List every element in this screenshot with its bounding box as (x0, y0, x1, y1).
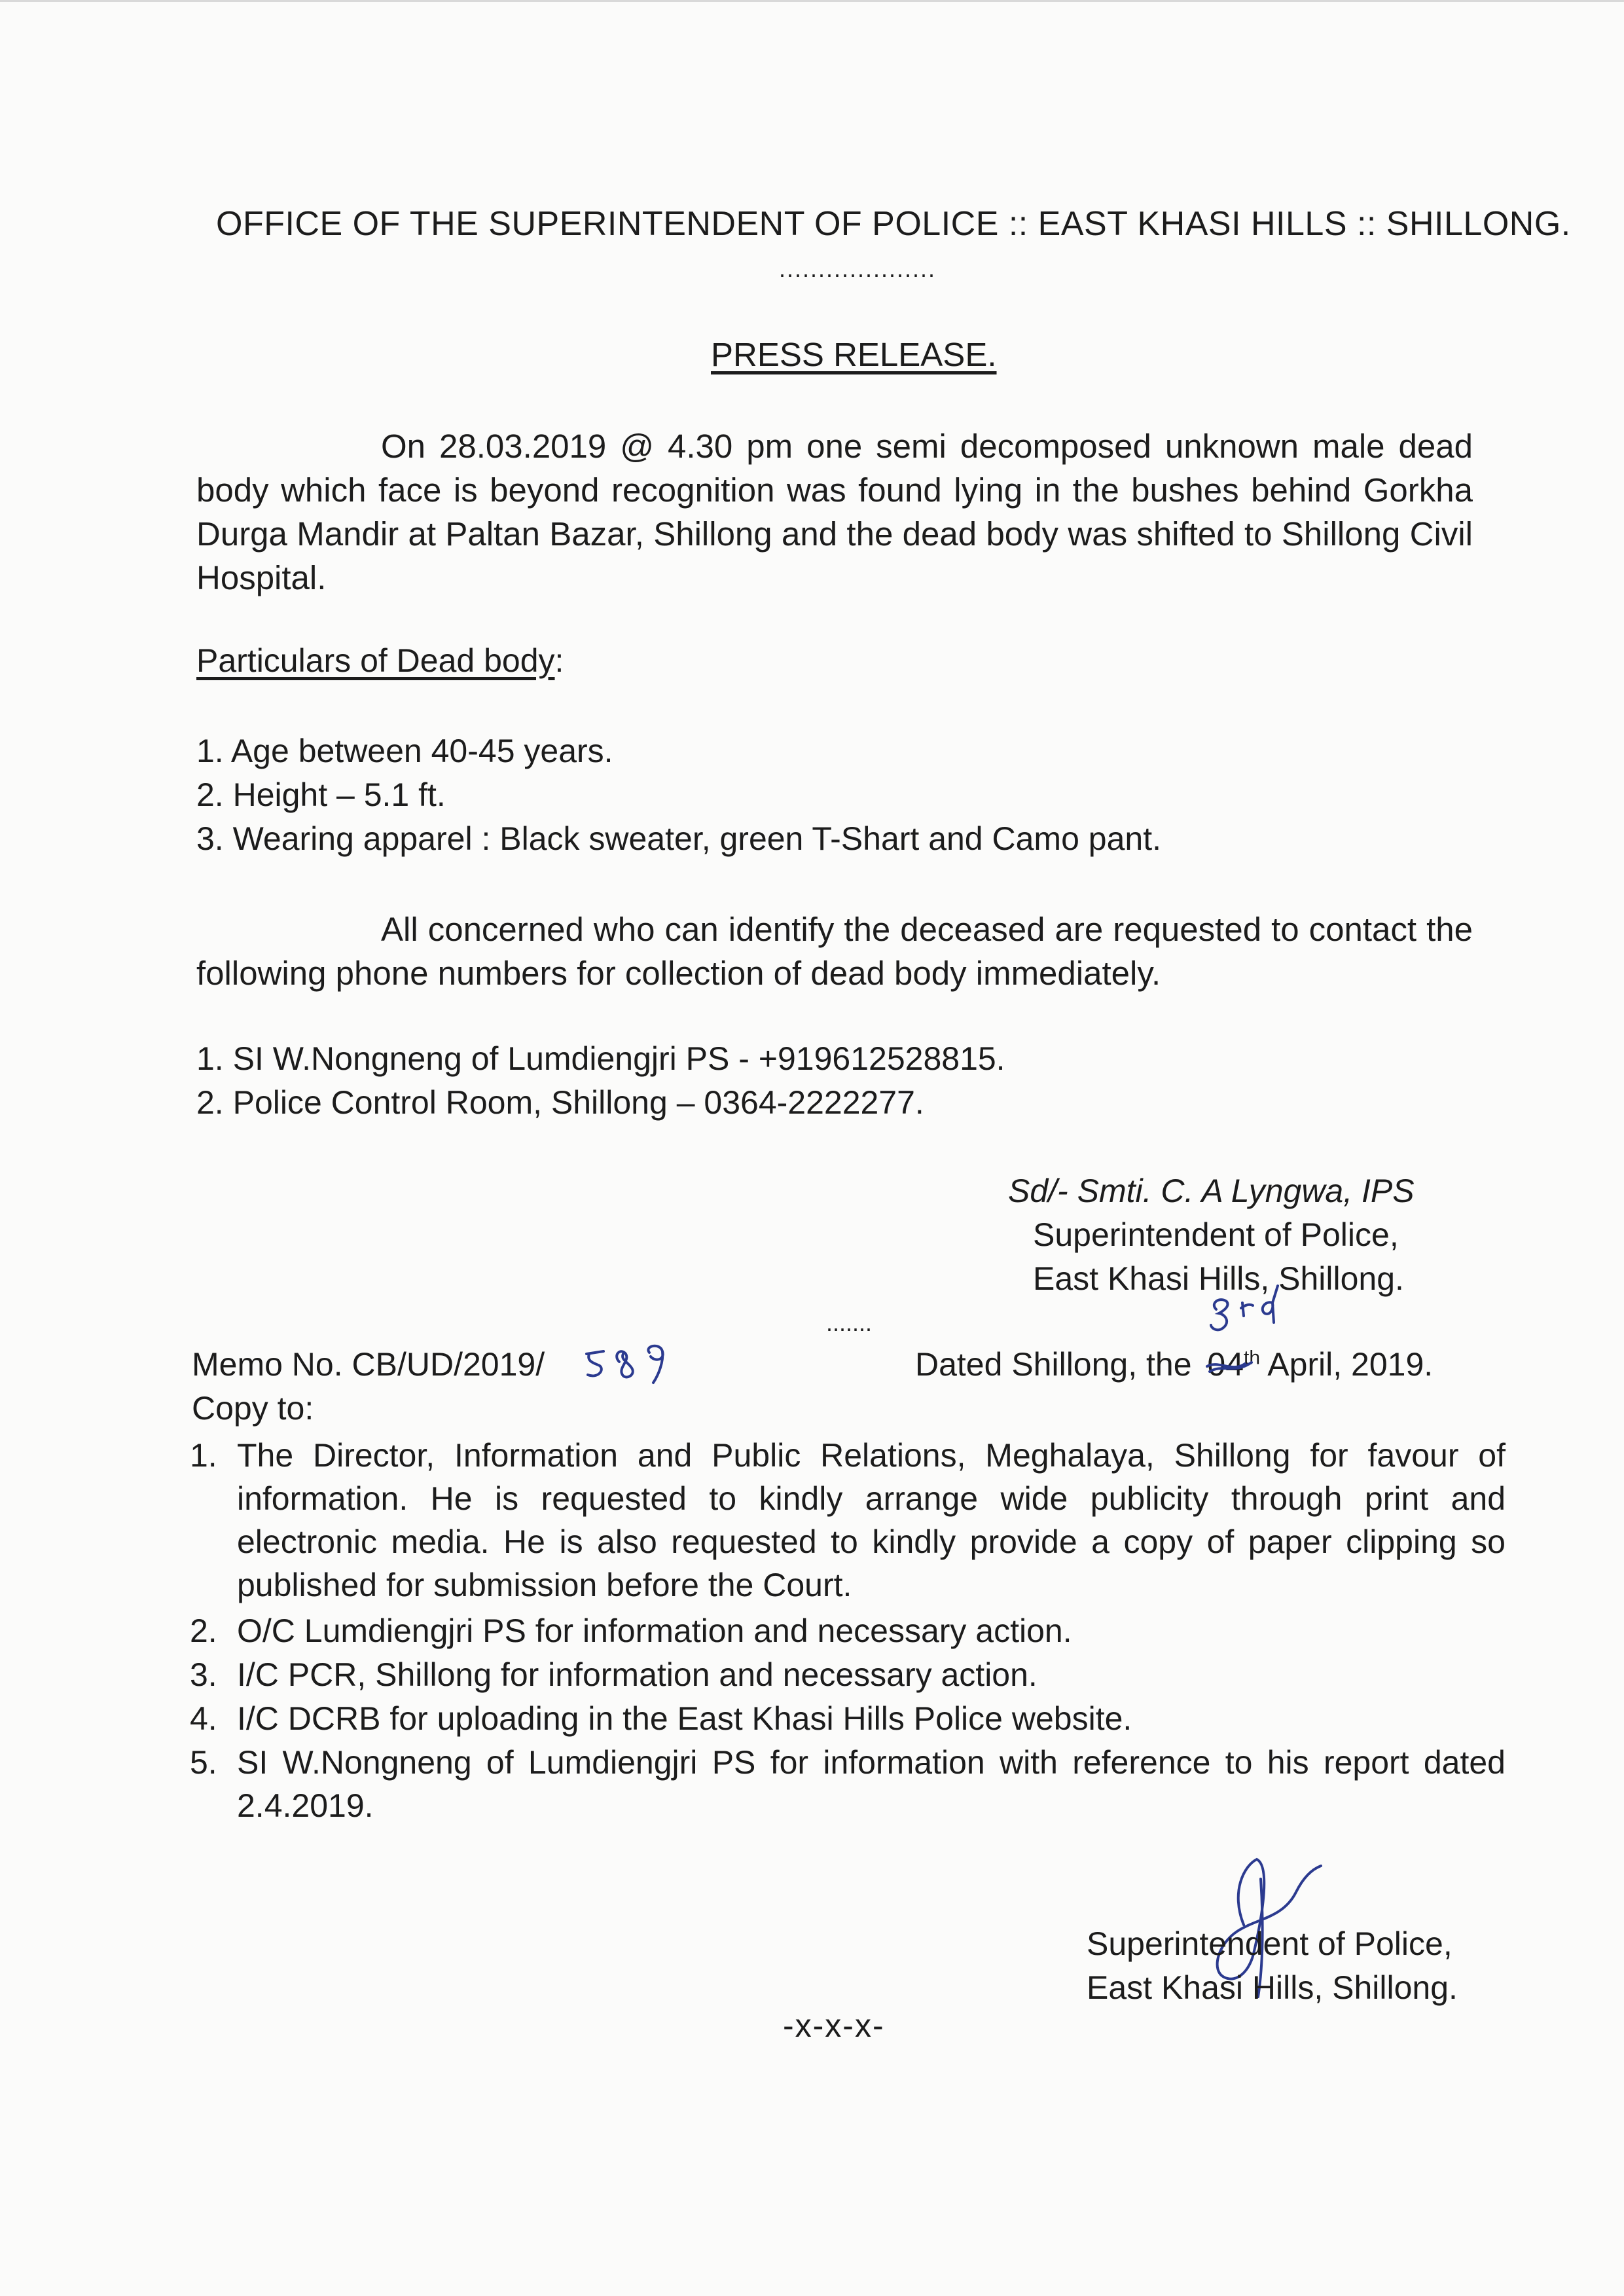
memo-number-label: Memo No. CB/UD/2019/ (192, 1346, 545, 1383)
struck-date-number: 04 (1207, 1346, 1244, 1383)
memo-date-prefix: Dated Shillong, the (915, 1346, 1192, 1383)
final-signatory-location: East Khasi Hills, Shillong. (1087, 1969, 1458, 2006)
appeal-paragraph (196, 907, 1473, 995)
intro-paragraph (196, 424, 1473, 600)
copy-to-label: Copy to: (192, 1390, 314, 1427)
copy-to-text: I/C PCR, Shillong for information and necessary action. (237, 1656, 1038, 1693)
appeal-text: All concerned who can identify the deceased are requested to contact the following phone numbers for collection of dead body immediately. (196, 911, 1473, 992)
intro-text: On 28.03.2019 @ 4.30 pm one semi decomposed unknown male dead body which face is beyond recognition was found lying in the bushes behind Gorkha Durga Mandir at Paltan Bazar, Shillong and the dead body was shifted to Shillong Civil Hospital. (196, 428, 1473, 596)
signed-by: Sd/- Smti. C. A Lyngwa, IPS (1008, 1173, 1415, 1209)
scan-top-edge (0, 0, 1624, 2)
copy-to-item (190, 1434, 1506, 1607)
copy-to-number: 4. (190, 1700, 217, 1737)
struck-date (1207, 1345, 1260, 1383)
handwritten-date-correction (1204, 1283, 1290, 1342)
contact-item: 2. Police Control Room, Shillong – 0364-2222277. (196, 1084, 924, 1121)
copy-to-number: 5. (190, 1744, 217, 1781)
copy-to-text: SI W.Nongneng of Lumdiengjri PS for information with reference to his report dated 2.4.2019. (237, 1744, 1506, 1824)
copy-to-number: 2. (190, 1613, 217, 1649)
memo-date (915, 1345, 1433, 1383)
signatory-location: East Khasi Hills, Shillong. (1033, 1260, 1404, 1297)
particular-item: 3. Wearing apparel : Black sweater, green T-Shart and Camo pant. (196, 820, 1161, 857)
memo-separator: ....... (826, 1309, 873, 1336)
handwritten-memo-number (581, 1336, 699, 1388)
heading-separator: .................... (779, 255, 937, 282)
press-release-title: PRESS RELEASE. (711, 336, 997, 373)
final-signatory-designation: Superintendent of Police, (1087, 1925, 1453, 1962)
signatory-designation: Superintendent of Police, (1033, 1216, 1399, 1253)
particular-item: 1. Age between 40-45 years. (196, 733, 613, 769)
copy-to-number: 1. (190, 1437, 217, 1474)
copy-to-text: O/C Lumdiengjri PS for information and necessary action. (237, 1613, 1072, 1649)
strike-through-mark (1206, 1355, 1258, 1377)
copy-to-number: 3. (190, 1656, 217, 1693)
office-heading: OFFICE OF THE SUPERINTENDENT OF POLICE :: EAST KHASI HILLS :: SHILLONG. (216, 205, 1571, 243)
contact-item: 1. SI W.Nongneng of Lumdiengjri PS - +919612528815. (196, 1040, 1005, 1077)
particulars-heading-text: Particulars of Dead body (196, 642, 555, 679)
end-marker: -x-x-x- (783, 2007, 885, 2044)
particular-item: 2. Height – 5.1 ft. (196, 776, 446, 813)
copy-to-text: The Director, Information and Public Relations, Meghalaya, Shillong for favour of information. He is requested to kindly arrange wide publicity through print and electronic media. He is also requested to kindly provide a copy of paper clipping so published for submission before the Court. (237, 1437, 1506, 1603)
copy-to-text: I/C DCRB for uploading in the East Khasi Hills Police website. (237, 1700, 1132, 1737)
struck-date-suffix: th (1244, 1347, 1261, 1369)
particulars-colon: : (554, 642, 564, 679)
memo-number (192, 1345, 545, 1383)
memo-date-suffix: April, 2019. (1267, 1346, 1434, 1383)
particulars-heading (196, 642, 564, 680)
